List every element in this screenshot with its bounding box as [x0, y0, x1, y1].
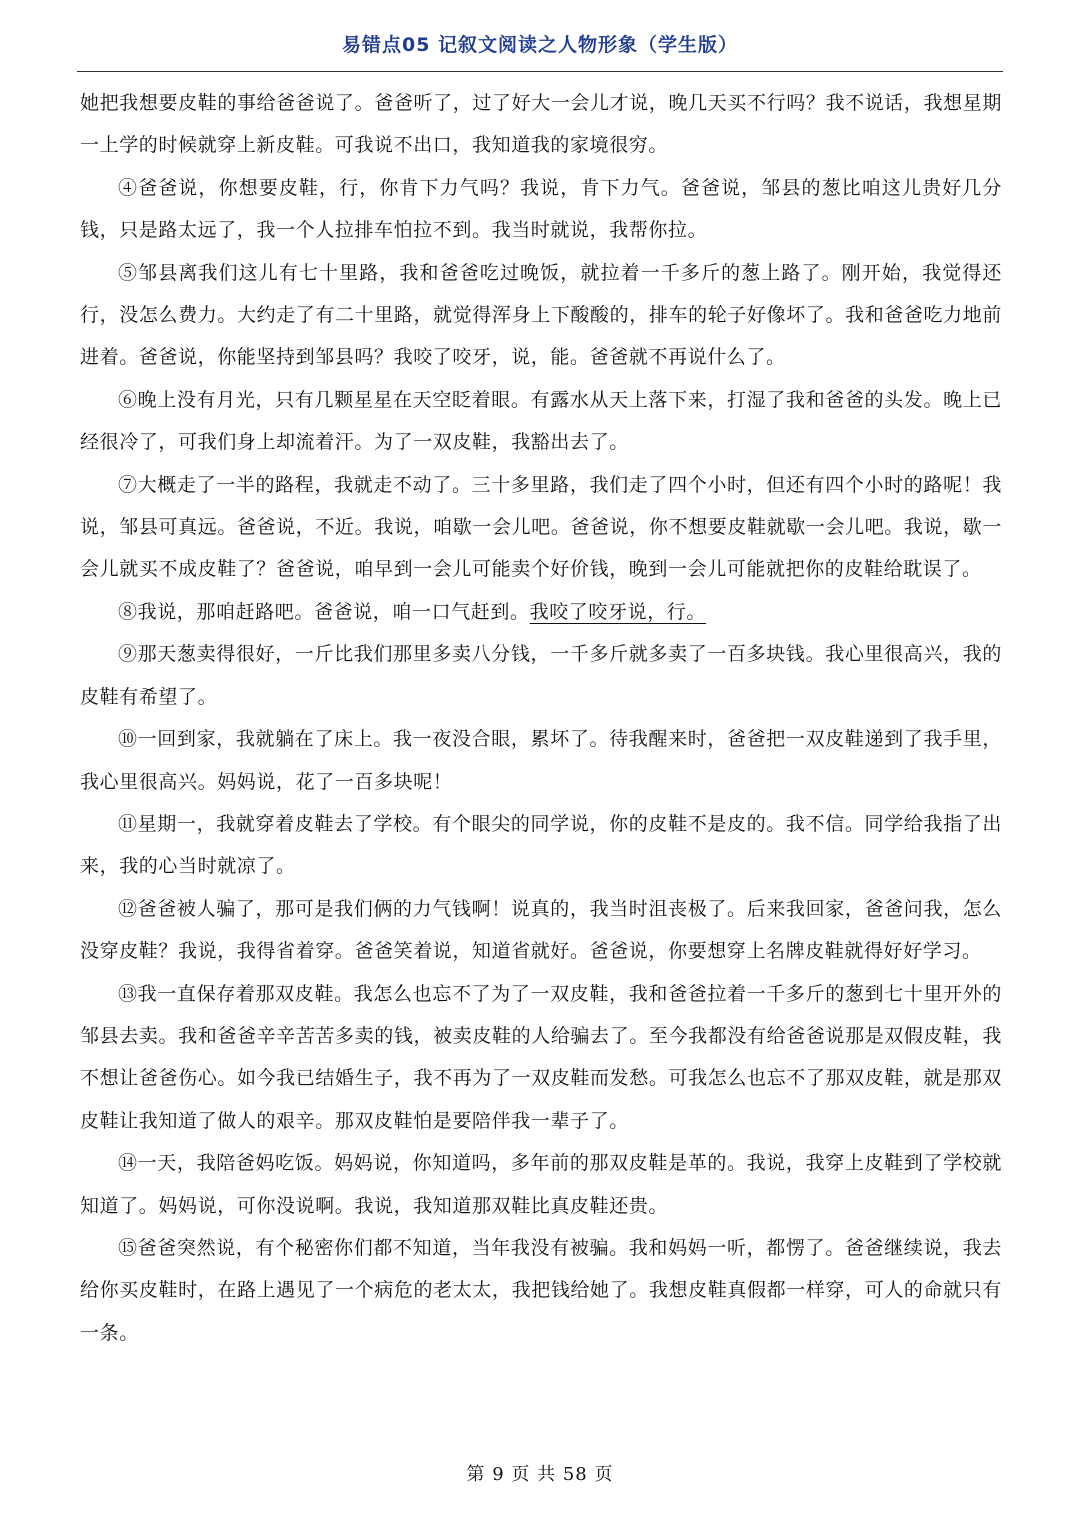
paragraph-7: ⑦大概走了一半的路程，我就走不动了。三十多里路，我们走了四个小时，但还有四个小时的路呢！我说，邹县可真远。爸爸说，不近。我说，咱歇一会儿吧。爸爸说，你不想要皮鞋就歇一会儿吧。我说，歇一会儿就买不成皮鞋了？爸爸说，咱早到一会儿可能卖个好价钱，晚到一会儿可能就把你的皮鞋给耽误了。 — [80, 473, 1002, 581]
paragraph-6: ⑥晚上没有月光，只有几颗星星在天空眨着眼。有露水从天上落下来，打湿了我和爸爸的头发。晚上已经很冷了，可我们身上却流着汗。为了一双皮鞋，我豁出去了。 — [80, 388, 1002, 454]
paragraph-14: ⑭一天，我陪爸妈吃饭。妈妈说，你知道吗，多年前的那双皮鞋是革的。我说，我穿上皮鞋到了学校就知道了。妈妈说，可你没说啊。我说，我知道那双鞋比真皮鞋还贵。 — [80, 1152, 1002, 1217]
paragraph-4: ④爸爸说，你想要皮鞋，行，你肯下力气吗？我说，肯下力气。爸爸说，邹县的葱比咱这儿贵好几分钱，只是路太远了，我一个人拉排车怕拉不到。我当时就说，我帮你拉。 — [80, 176, 1002, 242]
paragraph-11: ⑪星期一，我就穿着皮鞋去了学校。有个眼尖的同学说，你的皮鞋不是皮的。我不信。同学给我指了出来，我的心当时就凉了。 — [80, 812, 1002, 878]
page-footer: 第 9 页 共 58 页 — [466, 1464, 614, 1485]
paragraph-8 — [80, 591, 1002, 633]
paragraph-8-text: ⑧我说，那咱赶路吧。爸爸说，咱一口气赶到。 — [118, 600, 530, 623]
article-body — [80, 82, 1002, 1354]
paragraph-9: ⑨那天葱卖得很好，一斤比我们那里多卖八分钱，一千多斤就多卖了一百多块钱。我心里很高兴，我的皮鞋有希望了。 — [80, 643, 1002, 708]
paragraph-continued: 她把我想要皮鞋的事给爸爸说了。爸爸听了，过了好大一会儿才说，晚几天买不行吗？我不说话，我想星期一上学的时候就穿上新皮鞋。可我说不出口，我知道我的家境很穷。 — [80, 92, 1002, 157]
paragraph-13: ⑬我一直保存着那双皮鞋。我怎么也忘不了为了一双皮鞋，我和爸爸拉着一千多斤的葱到七十里开外的邹县去卖。我和爸爸辛辛苦苦多卖的钱，被卖皮鞋的人给骗去了。至今我都没有给爸爸说那是双假皮鞋，我不想让爸爸伤心。如今我已结婚生子，我不再为了一双皮鞋而发愁。可我怎么也忘不了那双皮鞋，就是那双皮鞋让我知道了做人的艰辛。那双皮鞋怕是要陪伴我一辈子了。 — [80, 982, 1002, 1132]
paragraph-5: ⑤邹县离我们这儿有七十里路，我和爸爸吃过晚饭，就拉着一千多斤的葱上路了。刚开始，我觉得还行，没怎么费力。大约走了有二十里路，就觉得浑身上下酸酸的，排车的轮子好像坏了。我和爸爸吃力地前进着。爸爸说，你能坚持到邹县吗？我咬了咬牙，说，能。爸爸就不再说什么了。 — [80, 261, 1002, 369]
underlined-sentence: 我咬了咬牙说，行。 — [529, 600, 707, 623]
paragraph-10: ⑩一回到家，我就躺在了床上。我一夜没合眼，累坏了。待我醒来时，爸爸把一双皮鞋递到了我手里，我心里很高兴。妈妈说，花了一百多块呢！ — [80, 728, 1002, 793]
page-header-title: 易错点05 记叙文阅读之人物形象（学生版） — [341, 34, 739, 56]
paragraph-15: ⑮爸爸突然说，有个秘密你们都不知道，当年我没有被骗。我和妈妈一听，都愣了。爸爸继续说，我去给你买皮鞋时，在路上遇见了一个病危的老太太，我把钱给她了。我想皮鞋真假都一样穿，可人的命就只有一条。 — [80, 1236, 1002, 1344]
paragraph-12: ⑫爸爸被人骗了，那可是我们俩的力气钱啊！说真的，我当时沮丧极了。后来我回家，爸爸问我，怎么没穿皮鞋？我说，我得省着穿。爸爸笑着说，知道省就好。爸爸说，你要想穿上名牌皮鞋就得好好学习。 — [80, 897, 1002, 963]
header-divider — [77, 71, 1003, 72]
